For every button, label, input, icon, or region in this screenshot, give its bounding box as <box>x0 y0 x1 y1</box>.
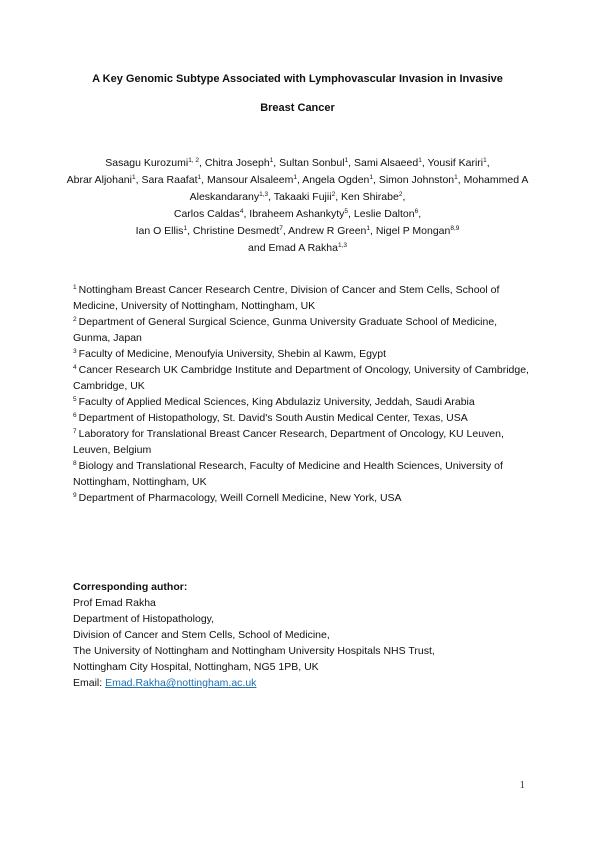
author: Sasagu Kurozumi$^{1, 2}$ <box>105 157 200 169</box>
corresponding-author-name: Prof Emad Rakha <box>73 597 156 609</box>
author: Abrar Aljohani$^1$ <box>66 174 136 186</box>
corresponding-division: Division of Cancer and Stem Cells, School of Medicine, <box>73 629 330 641</box>
author: Chitra Joseph$^1$ <box>204 157 274 169</box>
author: Andrew R Green$^1$ <box>288 225 370 237</box>
paper-title-line-2: Breast Cancer <box>260 102 335 114</box>
author: Christine Desmedt$^7$ <box>192 225 283 237</box>
affiliation: $^6$ Department of Histopathology, St. David's South Austin Medical Center, Texas, USA <box>73 412 468 424</box>
page-number: 1 <box>519 779 525 791</box>
author: Emad A Rakha$^{1,3}$ <box>268 242 347 254</box>
author: Sara Raafat$^1$ <box>141 174 202 186</box>
author: Mansour Alsaleem$^1$ <box>206 174 297 186</box>
author: Sultan Sonbul$^1$ <box>279 157 349 169</box>
author: Ian O Ellis$^1$ <box>135 225 188 237</box>
author: Leslie Dalton$^6$ <box>353 208 419 220</box>
author-conjunction: and <box>248 242 266 254</box>
affiliation: $^9$ Department of Pharmacology, Weill Cornell Medicine, New York, USA <box>73 492 402 504</box>
author: Nigel P Mongan$^{8,9}$ <box>375 225 460 237</box>
affiliation: $^1$ Nottingham Breast Cancer Research Centre, Division of Cancer and Stem Cells, School of Medicine, University of Nottingham, Nottingham, UK <box>73 284 500 312</box>
author: Ibraheem Ashankyty$^5$ <box>249 208 349 220</box>
author: Carlos Caldas$^4$ <box>173 208 244 220</box>
author: Takaaki Fujii$^2$ <box>273 191 336 203</box>
corresponding-author-heading: Corresponding author: <box>73 581 188 593</box>
paper-title-line-1: A Key Genomic Subtype Associated with Lymphovascular Invasion in Invasive <box>92 73 503 85</box>
affiliation: $^7$ Laboratory for Translational Breast Cancer Research, Department of Oncology, KU Leuven, Leuven, Belgium <box>73 428 504 456</box>
affiliation: $^8$ Biology and Translational Research, Faculty of Medicine and Health Sciences, University of Nottingham, Nottingham, UK <box>73 460 503 488</box>
corresponding-department: Department of Histopathology, <box>73 613 215 625</box>
author: Sami Alsaeed$^1$ <box>354 157 422 169</box>
affiliation: $^3$ Faculty of Medicine, Menoufyia University, Shebin al Kawm, Egypt <box>73 348 386 360</box>
corresponding-address: Nottingham City Hospital, Nottingham, NG5 1PB, UK <box>73 661 319 673</box>
email-label: Email: <box>73 677 106 689</box>
corresponding-email-line <box>73 675 533 691</box>
affiliation-list <box>73 282 533 506</box>
affiliation: $^2$ Department of General Surgical Science, Gunma University Graduate School of Medicine, Gunma, Japan <box>73 316 498 344</box>
author: Yousif Kariri$^1$ <box>427 157 487 169</box>
author: Mohammed A Aleskandarany$^{1,3}$ <box>189 174 529 203</box>
email-link[interactable]: Emad.Rakha@nottingham.ac.uk <box>105 677 257 689</box>
author: Ken Shirabe$^2$ <box>341 191 403 203</box>
affiliation: $^4$ Cancer Research UK Cambridge Institute and Department of Oncology, University of Cambridge, Cambridge, UK <box>73 364 529 392</box>
affiliation: $^5$ Faculty of Applied Medical Sciences, King Abdulaziz University, Jeddah, Saudi Arabia <box>73 396 475 408</box>
corresponding-institution: The University of Nottingham and Nottingham University Hospitals NHS Trust, <box>73 645 435 657</box>
author-list: Sasagu Kurozumi$^{1, 2}$, Chitra Joseph$^1$, Sultan Sonbul$^1$, Sami Alsaeed$^1$, Yousif Kariri$^1$, Abrar Aljohani$^1$, Sara Raafat$^1$, Mansour Alsaleem$^1$, Angela Ogden$^1$, Simon Johnston$^1$, Mohammed A Aleskandarany$^{1,3}$, Takaaki Fujii$^2$, Ken Shirabe$^2$, Carlos Caldas$^4$, Ibraheem Ashankyty$^5$, Leslie Dalton$^6$, Ian O Ellis$^1$, Christine Desmedt$^7$, Andrew R Green$^1$, Nigel P Mongan$^{8,9}$ and Emad A Rakha$^{1,3}$ <box>66 157 529 254</box>
author: Angela Ogden$^1$ <box>302 174 373 186</box>
corresponding-author-block <box>73 579 533 691</box>
author: Simon Johnston$^1$ <box>378 174 458 186</box>
